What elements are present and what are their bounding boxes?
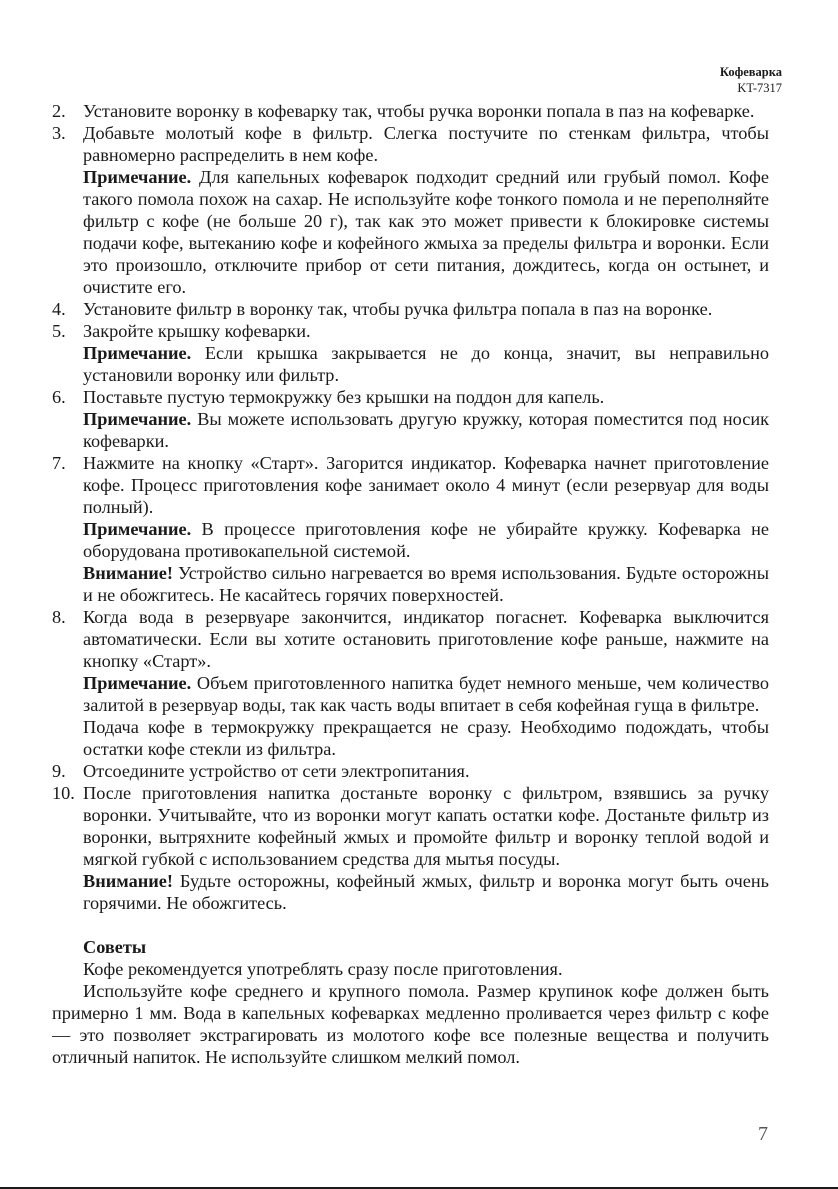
tips-paragraph: Используйте кофе среднего и крупного помола. Размер крупинок кофе должен быть примерно 1 мм. Вода в капельных кофеварках медленно проливается через фильтр с кофе — это позволяет экстрагировать из молотого кофе все полезные вещества и получить отличный напиток. Не используйте слишком мелкий помол. [52,981,769,1067]
step-number: 2. [52,101,66,121]
warning-label: Внимание! [83,871,173,891]
step-6 [52,386,769,452]
step-number: 8. [52,607,66,627]
note-text: Вы можете использовать другую кружку, которая поместится под носик кофеварки. [83,409,769,451]
warning-text: Устройство сильно нагревается во время использования. Будьте осторожны и не обожгитесь. Не касайтесь горячих поверхностей. [83,563,769,605]
step-number: 10. [52,783,75,803]
tips-heading: Советы [83,937,147,957]
step-extra-text: Подача кофе в термокружку прекращается не сразу. Необходимо подождать, чтобы остатки кофе стекли из фильтра. [83,717,769,759]
step-8 [52,606,769,760]
tips-paragraph: Кофе рекомендуется употреблять сразу после приготовления. [83,959,563,979]
step-number: 7. [52,453,66,473]
step-7 [52,452,769,606]
tips-section [52,936,769,1068]
step-2 [52,100,769,122]
step-text: Когда вода в резервуаре закончится, индикатор погаснет. Кофеварка выключится автоматически. Если вы хотите остановить приготовление кофе раньше, нажмите на кнопку «Старт». [83,607,769,671]
note [83,518,769,562]
step-text: Поставьте пустую термокружку без крышки на поддон для капель. [83,387,605,407]
step-number: 5. [52,321,66,341]
step-text: Установите воронку в кофеварку так, чтобы ручка воронки попала в паз на кофеварке. [83,101,755,121]
step-number: 3. [52,123,66,143]
note-label: Примечание. [83,519,192,539]
step-text: Установите фильтр в воронку так, чтобы ручка фильтра попала в паз на воронке. [83,299,713,319]
note-text: В процессе приготовления кофе не убирайте кружку. Кофеварка не оборудована противокапельной системой. [83,519,769,561]
header-model: KT-7317 [737,81,782,95]
page-number: 7 [758,1123,768,1145]
note [83,408,769,452]
note-text: Для капельных кофеварок подходит средний или грубый помол. Кофе такого помола похож на сахар. Не используйте кофе тонкого помола и не переполняйте фильтр с кофе (не больше 20 г), так как это может привести к блокировке системы подачи кофе, вытеканию кофе и кофейного жмыха за пределы фильтра и воронки. Если это произошло, отключите прибор от сети питания, дождитесь, когда он остынет, и очистите его. [83,167,769,297]
page-header [720,64,782,96]
note-text: Объем приготовленного напитка будет немного меньше, чем количество залитой в резервуар воды, так как часть воды впитает в себя кофейная гуща в фильтре. [83,673,769,715]
step-9 [52,760,769,782]
step-number: 6. [52,387,66,407]
warning [83,562,769,606]
step-number: 9. [52,761,66,781]
step-10 [52,782,769,914]
step-text: Отсоедините устройство от сети электропитания. [83,761,470,781]
step-text: Закройте крышку кофеварки. [83,321,311,341]
note [83,342,769,386]
step-text: Нажмите на кнопку «Старт». Загорится индикатор. Кофеварка начнет приготовление кофе. Процесс приготовления кофе занимает около 4 минут (если резервуар для воды полный). [83,453,769,517]
note-label: Примечание. [83,673,192,693]
note [83,672,769,716]
step-4 [52,298,769,320]
note-label: Примечание. [83,167,192,187]
step-number: 4. [52,299,66,319]
warning-text: Будьте осторожны, кофейный жмых, фильтр и воронка могут быть очень горячими. Не обожгитесь. [83,871,769,913]
step-text: Добавьте молотый кофе в фильтр. Слегка постучите по стенкам фильтра, чтобы равномерно распределить в нем кофе. [83,123,769,165]
note-text: Если крышка закрывается не до конца, значит, вы неправильно установили воронку или фильтр. [83,343,769,385]
note-label: Примечание. [83,409,192,429]
header-title: Кофеварка [719,65,782,79]
warning-label: Внимание! [83,563,173,583]
warning [83,870,769,914]
step-5 [52,320,769,386]
step-3 [52,122,769,298]
note-label: Примечание. [83,343,192,363]
note [83,166,769,298]
instructions-body [52,100,769,1068]
step-text: После приготовления напитка достаньте воронку с фильтром, взявшись за ручку воронки. Учитывайте, что из воронки могут капать остатки кофе. Достаньте фильтр из воронки, вытряхните кофейный жмых и промойте фильтр и воронку теплой водой и мягкой губкой с использованием средства для мытья посуды. [83,783,769,869]
